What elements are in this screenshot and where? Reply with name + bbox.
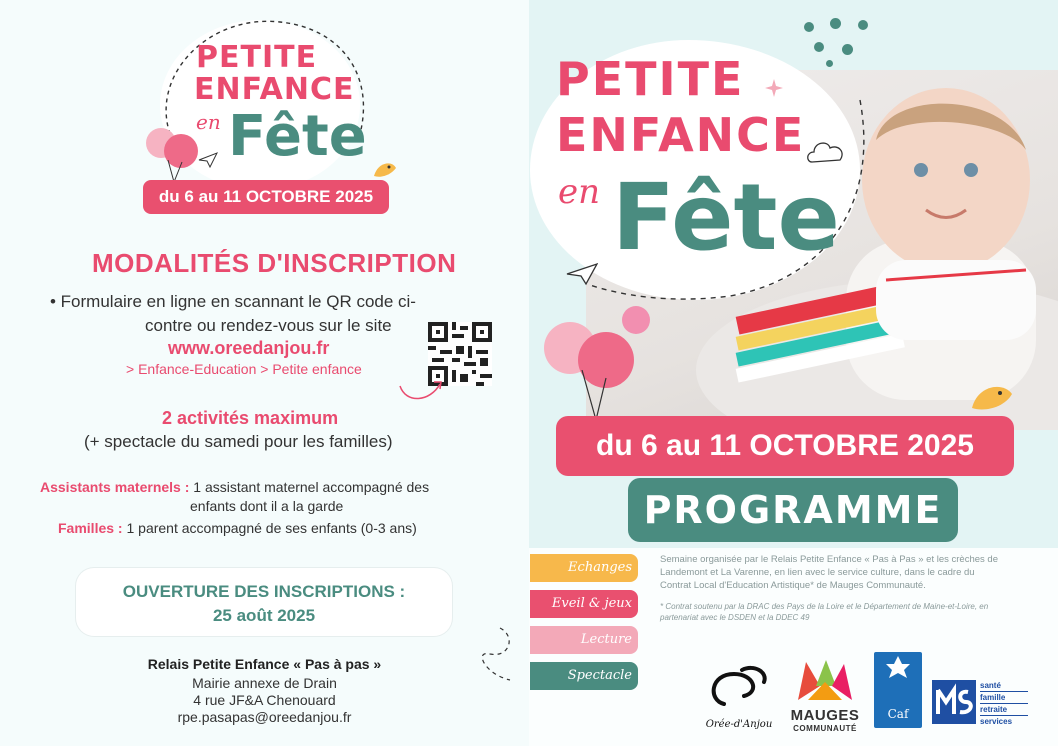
mauges-label-line2: COMMUNAUTÉ (793, 724, 857, 733)
balloon-strings (160, 160, 190, 182)
msa-logo-icon (932, 680, 976, 724)
cover-paper-plane-icon (566, 262, 598, 286)
cover-title-en: en (558, 172, 601, 212)
msa-line-1: santé (980, 680, 1028, 692)
assistants-label: Assistants maternels : (40, 479, 190, 495)
contact-name: Relais Petite Enfance « Pas à pas » (147, 656, 382, 672)
small-logo-en: en (196, 110, 221, 134)
star-icon (764, 78, 784, 98)
cover-bird-icon (970, 376, 1014, 414)
note-line2: partenariat avec le DSDEN et la DDEC 49 (660, 613, 810, 622)
msa-line-2: famille (980, 692, 1028, 704)
tab-lecture: Lecture (530, 626, 638, 654)
cover-dates-ribbon: du 6 au 11 OCTOBRE 2025 (556, 416, 1014, 476)
msa-line-4: services (980, 717, 1013, 726)
mauges-logo (786, 656, 864, 732)
teal-dot-1 (804, 22, 814, 32)
max-activities: 2 activités maximum (162, 408, 339, 428)
website-link[interactable]: www.oreedanjou.fr (168, 338, 330, 358)
website-path: > Enfance-Education > Petite enfance (126, 361, 362, 377)
description-line2: Landemont et La Varenne, en lien avec le service culture, dans le cadre du (660, 567, 975, 578)
teal-dot-2 (830, 18, 841, 29)
teal-dot-5 (842, 44, 853, 55)
modalites-text-line1: • Formulaire en ligne en scannant le QR code ci- (50, 292, 416, 311)
familles-text: 1 parent accompagné de ses enfants (0-3 ans) (126, 520, 417, 536)
small-logo-line1: PETITE (196, 40, 318, 75)
spectacle-note: (+ spectacle du samedi pour les familles) (84, 432, 393, 451)
msa-logo (932, 680, 1028, 724)
description-line3: Contrat Local d'Education Artistique* de Mauges Communauté. (660, 580, 926, 591)
msa-mark (932, 680, 976, 724)
cloud-icon (806, 138, 846, 166)
oree-anjou-logo (704, 664, 774, 732)
teal-dot-6 (826, 60, 833, 67)
caf-logo (874, 652, 922, 728)
arrow-to-qr-icon (396, 372, 446, 406)
cover-title-fete: Fête (612, 164, 840, 271)
oree-anjou-logo-icon (704, 664, 774, 714)
contact-address2: 4 rue JF&A Chenouard (193, 692, 336, 708)
msa-text-block (980, 680, 1028, 727)
familles-line (58, 520, 417, 536)
caf-logo-icon (874, 652, 922, 688)
tab-spectacle: Spectacle (530, 662, 638, 690)
teal-dot-3 (858, 20, 868, 30)
ouverture-line2: 25 août 2025 (212, 606, 316, 625)
modalites-text-line2: contre ou rendez-vous sur le site (145, 316, 392, 335)
small-dates-ribbon: du 6 au 11 OCTOBRE 2025 (143, 180, 389, 214)
tab-eveil-jeux: Eveil & jeux (530, 590, 638, 618)
msa-line-3: retraite (980, 704, 1028, 716)
contact-email[interactable]: rpe.pasapas@oreedanjou.fr (177, 709, 352, 725)
cover-title-line1: PETITE (556, 52, 745, 106)
small-logo-fete: Fête (228, 104, 367, 169)
note-line1: * Contrat soutenu par la DRAC des Pays de la Loire et le Département de Maine-et-Loire, en (660, 602, 989, 611)
oree-anjou-label: Orée-d'Anjou (705, 719, 773, 730)
caf-label: Caf (887, 707, 909, 721)
cover-balloon-strings (576, 370, 616, 422)
assistants-line (40, 479, 429, 495)
familles-label: Familles : (58, 520, 123, 536)
small-logo-line2: ENFANCE (194, 72, 355, 107)
assistants-text-line1: 1 assistant maternel accompagné des (193, 479, 430, 495)
teal-dot-4 (814, 42, 824, 52)
description-line1: Semaine organisée par le Relais Petite Enfance « Pas à Pas » et les crèches de (660, 554, 998, 565)
programme-ribbon: PROGRAMME (628, 478, 958, 542)
modalites-title: MODALITÉS D'INSCRIPTION (92, 248, 457, 278)
tab-echanges: Echanges (530, 554, 638, 582)
bird-icon (372, 156, 398, 180)
mauges-logo-icon (786, 656, 864, 702)
ouverture-line1: OUVERTURE DES INSCRIPTIONS : (122, 582, 406, 601)
mauges-label-line1: MAUGES (790, 707, 860, 724)
contact-address1: Mairie annexe de Drain (192, 675, 337, 691)
paper-plane-icon (198, 152, 218, 168)
assistants-text-line2: enfants dont il a la garde (190, 498, 344, 514)
cover-title-line2: ENFANCE (556, 108, 806, 162)
